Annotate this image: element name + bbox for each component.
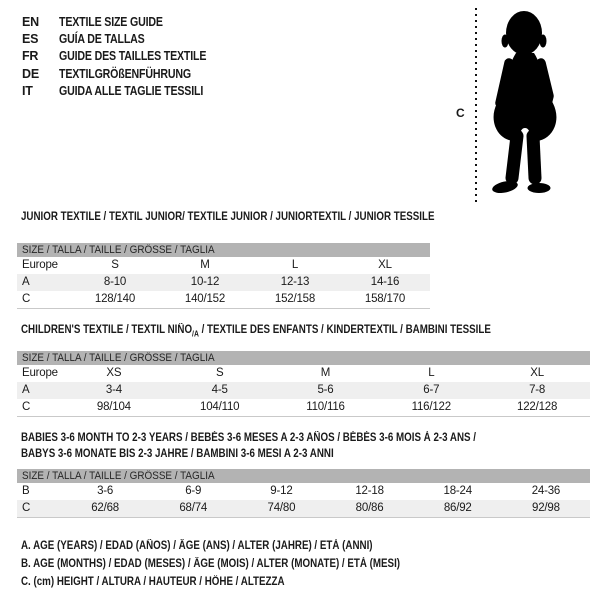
- size-cell: M: [200, 259, 210, 271]
- lang-row-it: [22, 83, 232, 100]
- size-cell: XL: [378, 259, 392, 271]
- row-label: Europe: [22, 367, 58, 379]
- babies-table-title-line2: BABYS 3-6 MONATE BIS 2-3 JAHRE / BAMBINI 3-6 MESI A 2-3 ANNI: [21, 448, 334, 460]
- size-header-bar: SIZE / TALLA / TAILLE / GRÖSSE / TAGLIA: [17, 351, 590, 365]
- row-label: Europe: [22, 259, 58, 271]
- lang-label: TEXTILE SIZE GUIDE: [59, 14, 163, 29]
- size-cell: 74/80: [267, 502, 296, 514]
- size-cell: 110/116: [306, 401, 345, 413]
- junior-table-title: JUNIOR TEXTILE / TEXTIL JUNIOR/ TEXTILE JUNIOR / JUNIORTEXTIL / JUNIOR TESSILE: [21, 211, 435, 223]
- table-row: [17, 274, 430, 291]
- size-header-bar: SIZE / TALLA / TAILLE / GRÖSSE / TAGLIA: [17, 243, 430, 257]
- lang-row-en: [22, 13, 232, 30]
- row-label: A: [22, 384, 30, 396]
- size-cell: S: [215, 367, 224, 379]
- size-cell: 10-12: [190, 276, 220, 288]
- table-row: [17, 365, 590, 382]
- size-cell: 80/86: [355, 502, 384, 514]
- table-row: [17, 483, 590, 500]
- lang-code: ES: [22, 32, 39, 47]
- lang-code: DE: [22, 66, 39, 81]
- children-size-table: [17, 351, 590, 417]
- language-list: [22, 13, 232, 100]
- size-cell: 4-5: [211, 384, 228, 396]
- size-cell: 24-36: [531, 485, 561, 497]
- size-cell: 3-4: [105, 384, 122, 396]
- size-cell: 86/92: [443, 502, 472, 514]
- size-header-bar: SIZE / TALLA / TAILLE / GRÖSSE / TAGLIA: [17, 469, 590, 483]
- size-cell: 140/152: [184, 293, 226, 305]
- table-row: [17, 291, 430, 308]
- size-cell: 62/68: [91, 502, 119, 514]
- lang-row-fr: [22, 48, 232, 65]
- size-cell: 14-16: [370, 276, 400, 288]
- children-table-title: CHILDREN'S TEXTILE / TEXTIL $NIÑO_{/A}$ / TEXTILE DES ENFANTS / KINDERTEXTIL / BAMBINI TESSILE: [21, 324, 491, 339]
- measurement-legend: [21, 537, 467, 591]
- lang-row-es: [22, 30, 232, 47]
- legend-line-a: A. AGE (YEARS) / EDAD (AÑOS) / ÂGE (ANS) / ALTER (JAHRE) / ETÀ (ANNI): [21, 540, 373, 552]
- size-cell: 68/74: [179, 502, 208, 514]
- row-label: C: [22, 293, 31, 305]
- lang-label: GUIDA ALLE TAGLIE TESSILI: [59, 84, 204, 99]
- size-cell: 6-7: [423, 384, 440, 396]
- junior-size-table: [17, 243, 430, 309]
- size-cell: 8-10: [103, 276, 127, 288]
- size-cell: XL: [530, 367, 544, 379]
- size-cell: 128/140: [94, 293, 136, 305]
- height-measure-label: C: [456, 106, 465, 120]
- height-dashed-line: [475, 8, 477, 205]
- baby-silhouette: [480, 8, 570, 206]
- table-row: [17, 257, 430, 274]
- size-cell: 116/122: [411, 401, 451, 413]
- size-cell: 6-9: [185, 485, 202, 497]
- size-cell: 122/128: [517, 401, 558, 413]
- title-subscript: /A: [192, 329, 199, 339]
- size-cell: 3-6: [97, 485, 114, 497]
- legend-line-b: B. AGE (MONTHS) / EDAD (MESES) / ÂGE (MOIS) / ALTER (MONATE) / ETÀ (MESI): [21, 558, 401, 570]
- size-cell: L: [428, 367, 435, 379]
- legend-line-c: C. (cm) HEIGHT / ALTURA / HAUTEUR / HÖHE / ALTEZZA: [21, 576, 285, 588]
- lang-code: FR: [22, 49, 39, 64]
- lang-label: GUÍA DE TALLAS: [59, 32, 145, 47]
- lang-code: EN: [22, 14, 39, 29]
- size-cell: 92/98: [532, 502, 560, 514]
- size-cell: 152/158: [274, 293, 316, 305]
- lang-code: IT: [22, 84, 33, 99]
- size-cell: 158/170: [364, 293, 406, 305]
- size-cell: S: [111, 259, 119, 271]
- size-cell: 7-8: [529, 384, 546, 396]
- table-row: [17, 500, 590, 517]
- babies-table-title-line1: BABIES 3-6 MONTH TO 2-3 YEARS / BEBÉS 3-6 MESES A 2-3 AÑOS / BÉBÉS 3-6 MOIS À 2-3 ANS /: [21, 432, 477, 444]
- row-label: C: [22, 502, 31, 514]
- size-cell: 9-12: [270, 485, 293, 497]
- table-row: [17, 399, 590, 416]
- size-cell: M: [320, 367, 331, 379]
- size-cell: XS: [106, 367, 122, 379]
- size-cell: L: [291, 259, 299, 271]
- row-label: A: [22, 276, 30, 288]
- row-label: B: [22, 485, 30, 497]
- size-cell: 12-18: [355, 485, 384, 497]
- babies-size-table: [17, 469, 590, 518]
- size-cell: 5-6: [317, 384, 334, 396]
- lang-row-de: [22, 65, 232, 82]
- row-label: C: [22, 401, 31, 413]
- lang-label: GUIDE DES TAILLES TEXTILE: [59, 49, 207, 64]
- lang-label: TEXTILGRÖßENFÜHRUNG: [59, 66, 191, 81]
- size-cell: 98/104: [96, 401, 131, 413]
- size-cell: 18-24: [443, 485, 472, 497]
- size-cell: 104/110: [200, 401, 240, 413]
- size-cell: 12-13: [280, 276, 310, 288]
- table-row: [17, 382, 590, 399]
